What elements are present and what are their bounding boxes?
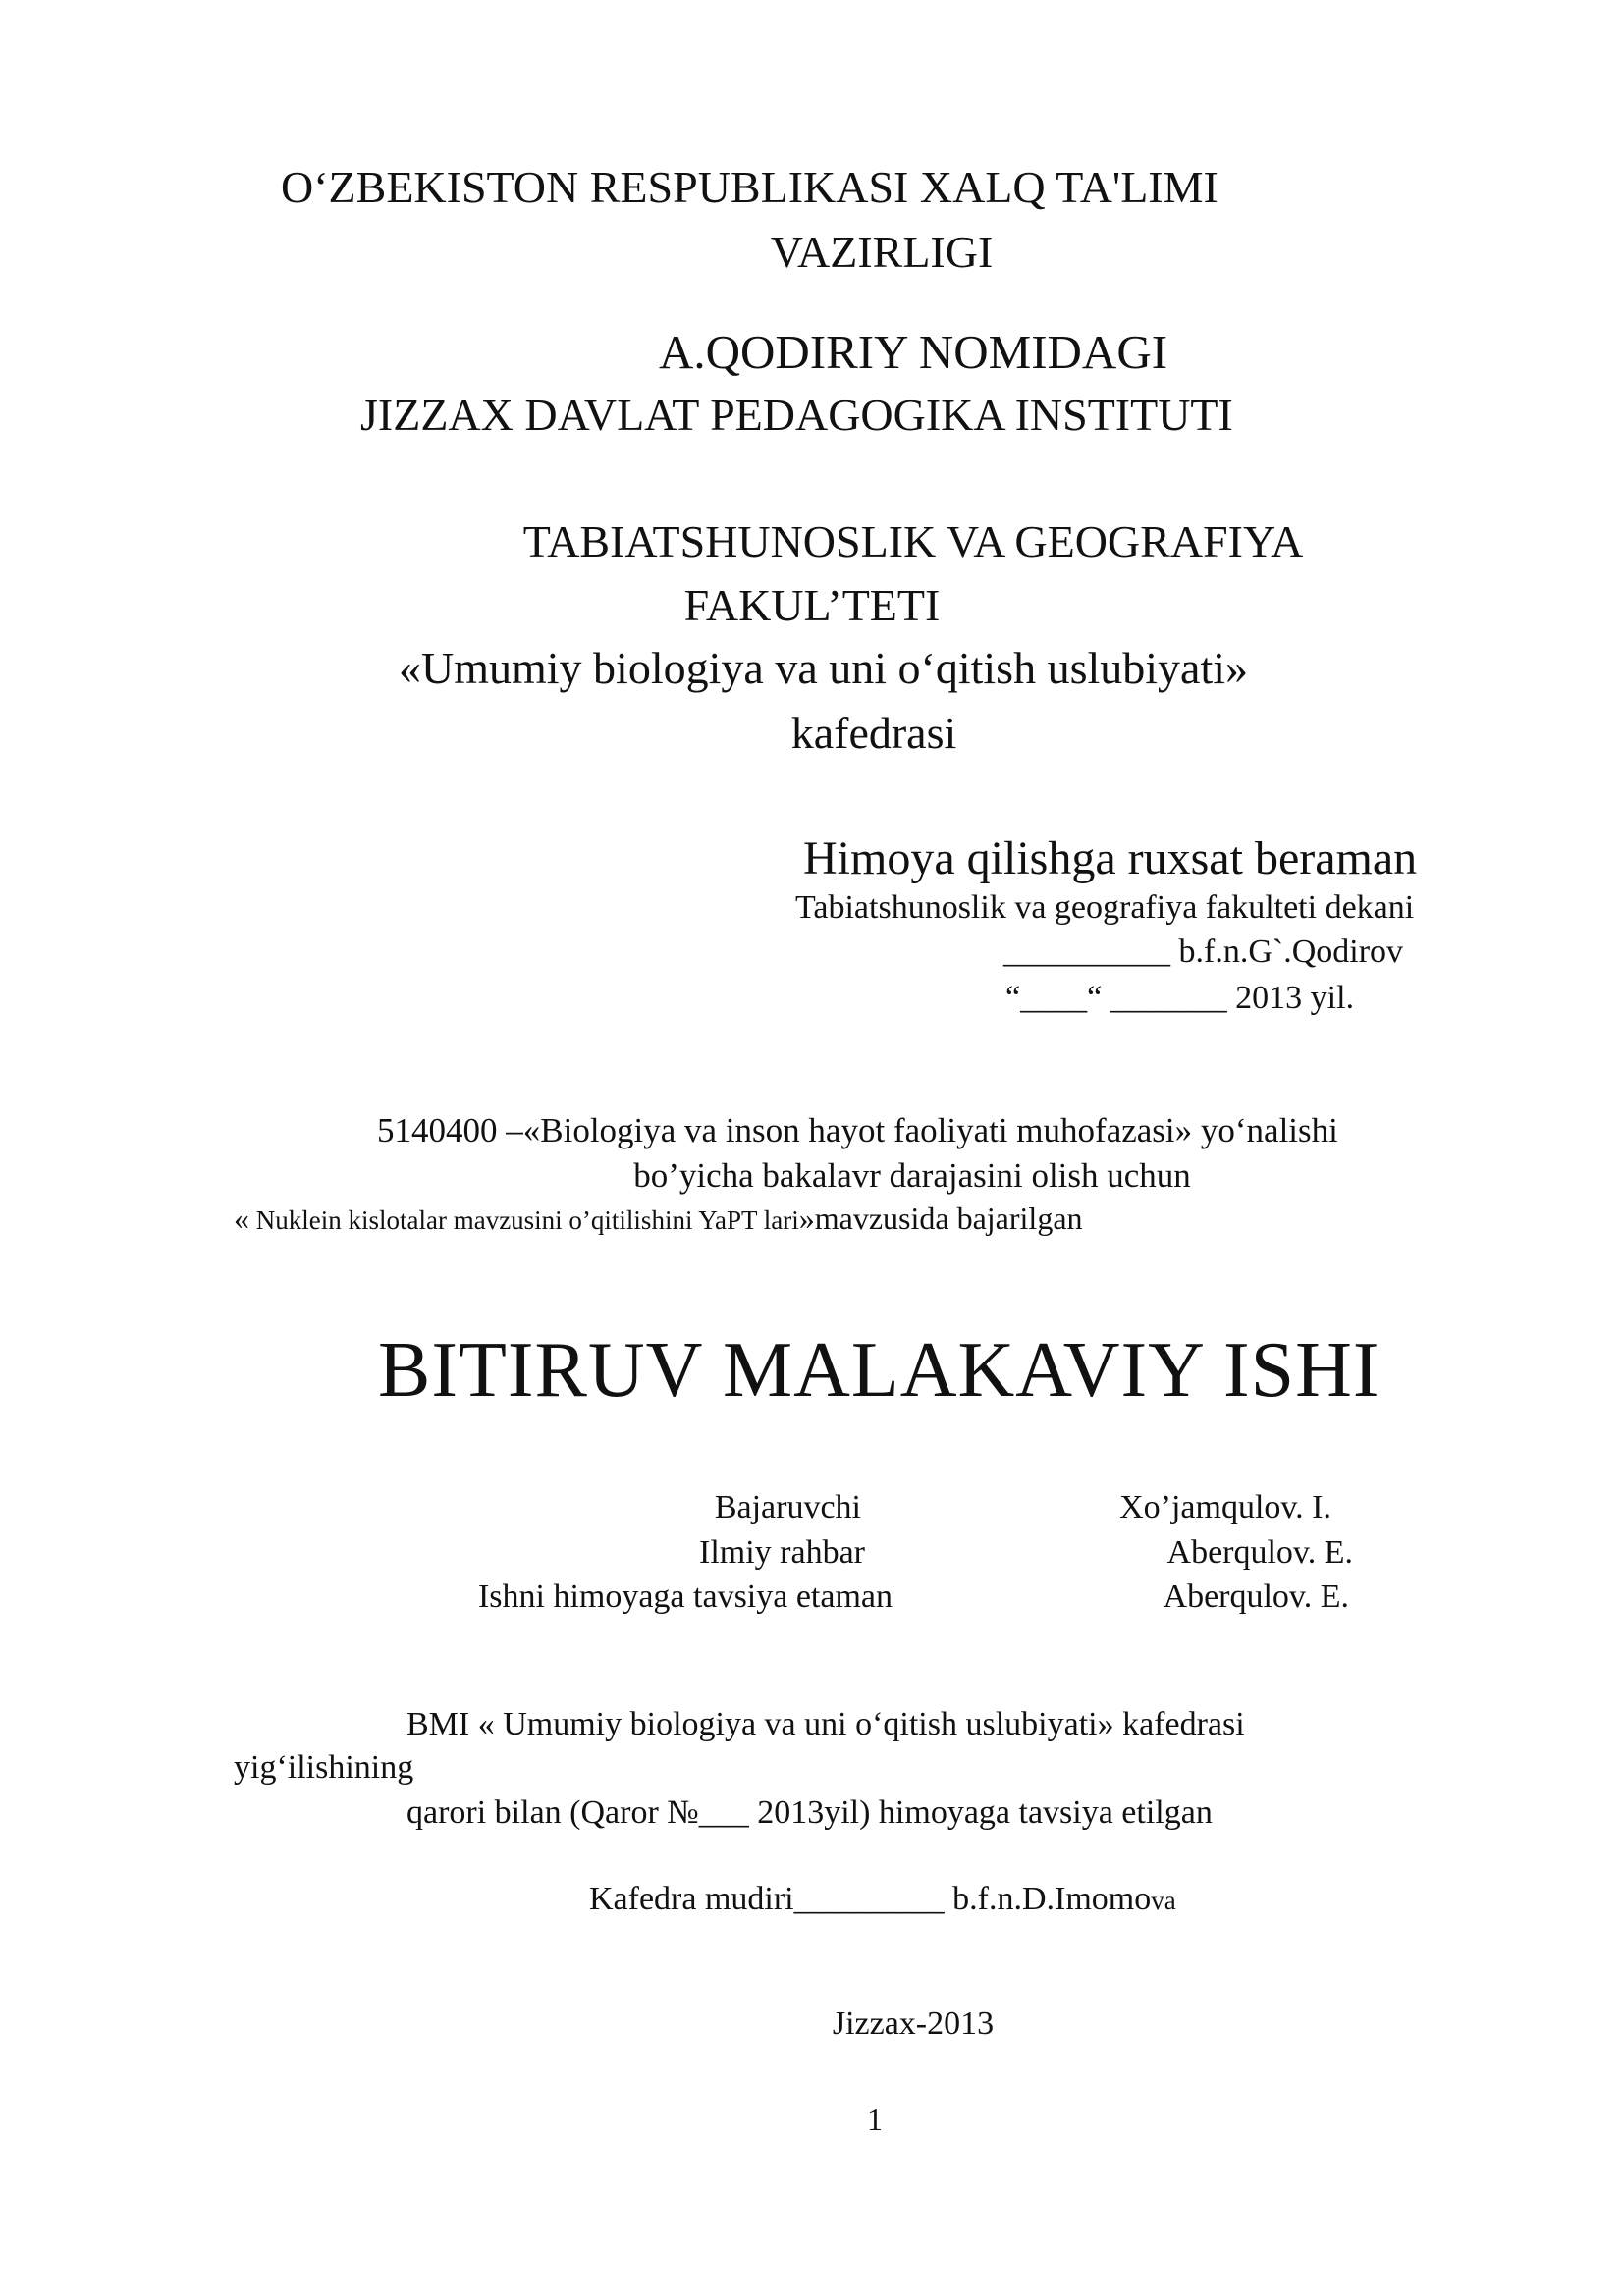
approval-position: Tabiatshunoslik va geografiya fakulteti dekani — [795, 889, 1415, 926]
place-year: Jizzax-2013 — [832, 2005, 995, 2042]
purpose-topic — [234, 1202, 1083, 1234]
ministry-line-1: O‘ZBEKISTON RESPUBLIKASI XALQ TA'LIMI — [281, 162, 1218, 212]
role-name-recommender: Aberqulov. E. — [1163, 1578, 1349, 1615]
institute-line-1: A.QODIRIY NOMIDAGI — [658, 325, 1168, 379]
purpose-line-1: 5140400 –«Biologiya va inson hayot faoliyati muhofazasi» yo‘nalishi — [377, 1111, 1338, 1149]
role-label-executor: Bajaruvchi — [714, 1489, 861, 1525]
purpose-line-2: bo’yicha bakalavr darajasini olish uchun — [633, 1156, 1191, 1195]
approval-title: Himoya qilishga ruxsat beraman — [803, 832, 1418, 884]
approval-signatory: __________ b.f.n.G`.Qodirov — [1003, 934, 1404, 970]
topic-quote-close: » — [798, 1201, 815, 1236]
head-of-department — [589, 1883, 1176, 1916]
role-label-supervisor: Ilmiy rahbar — [699, 1534, 865, 1571]
institute-line-2: JIZZAX DAVLAT PEDAGOGIKA INSTITUTI — [360, 390, 1233, 440]
department-line-1: «Umumiy biologiya va uni o‘qitish uslubiyati» — [399, 643, 1249, 693]
role-name-executor: Xo’jamqulov. I. — [1119, 1489, 1331, 1525]
head-of-department-suffix: va — [1151, 1886, 1176, 1915]
topic-suffix: mavzusida bajarilgan — [814, 1201, 1083, 1236]
role-label-recommender: Ishni himoyaga tavsiya etaman — [477, 1578, 893, 1615]
approval-date: “____“ _______ 2013 yil. — [1005, 980, 1355, 1016]
document-title: BITIRUV MALAKAVIY ISHI — [378, 1327, 1380, 1414]
faculty-line-1: TABIATSHUNOSLIK VA GEOGRAFIYA — [522, 516, 1304, 566]
recommendation-line-2: yig‘ilishining — [234, 1749, 414, 1786]
recommendation-line-1: BMI « Umumiy biologiya va uni o‘qitish uslubiyati» kafedrasi — [406, 1706, 1245, 1742]
faculty-line-2: FAKUL’TETI — [683, 580, 941, 630]
department-line-2: kafedrasi — [790, 708, 957, 758]
page-number: 1 — [867, 2102, 883, 2137]
head-of-department-label: Kafedra mudiri_________ b.f.n.D.Imomo — [589, 1881, 1152, 1917]
role-name-supervisor: Aberqulov. E. — [1166, 1534, 1353, 1571]
topic-text: Nuklein kislotalar mavzusini o’qitilishini YaPT lari — [249, 1205, 799, 1235]
topic-quote-open: « — [234, 1201, 249, 1236]
ministry-line-2: VAZIRLIGI — [770, 227, 994, 277]
recommendation-line-3: qarori bilan (Qaror №___ 2013yil) himoyaga tavsiya etilgan — [406, 1794, 1213, 1831]
